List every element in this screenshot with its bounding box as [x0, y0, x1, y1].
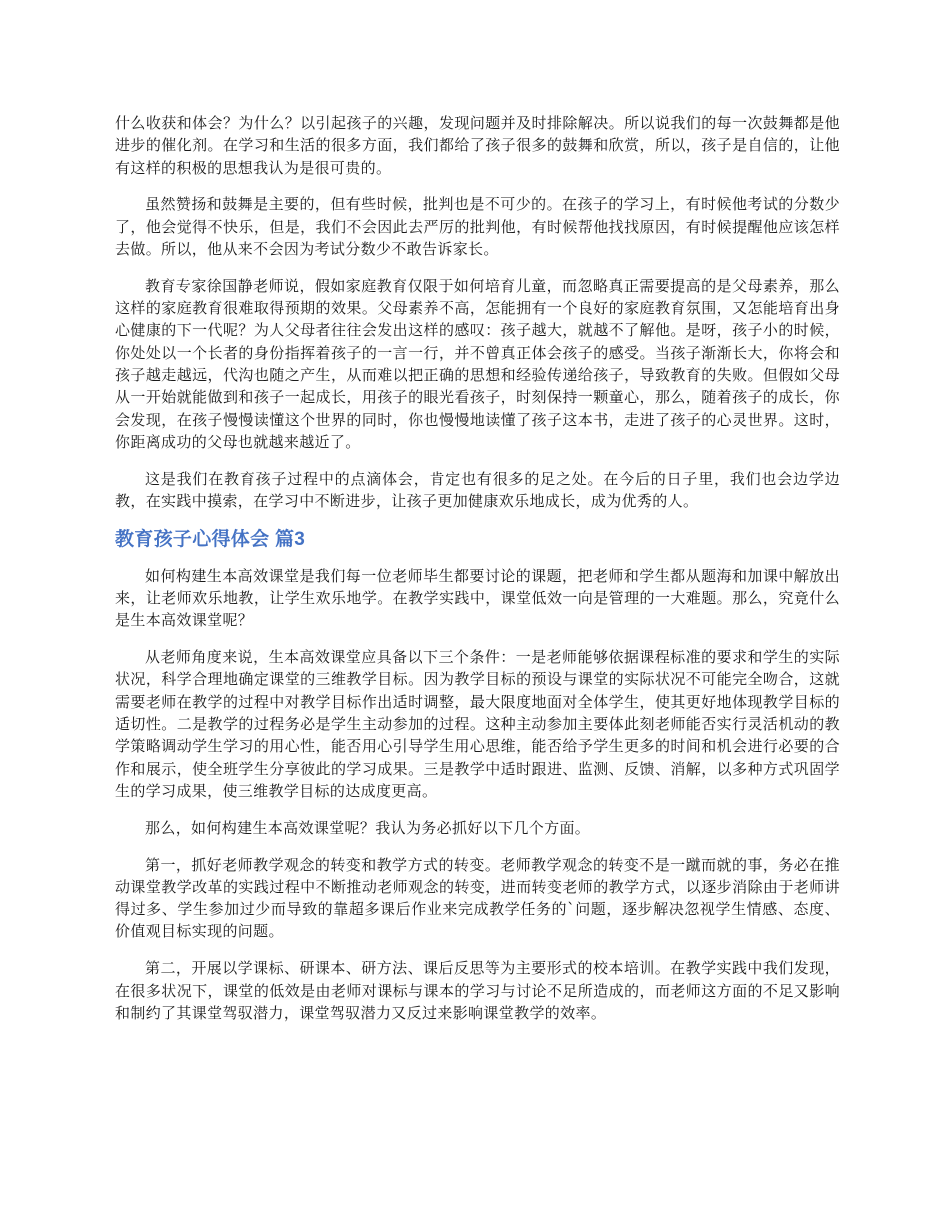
- paragraph-1: 什么收获和体会？为什么？以引起孩子的兴趣，发现问题并及时排除解决。所以说我们的每一次鼓舞都是他进步的催化剂。在学习和生活的很多方面，我们都给了孩子很多的鼓舞和欣赏，所以，孩子是自信的，让他有这样的积极的思想我认为是很可贵的。: [115, 114, 840, 177]
- section-heading: 教育孩子心得体会 篇3: [115, 528, 306, 550]
- paragraph-8: 第一，抓好老师教学观念的转变和教学方式的转变。老师教学观念的转变不是一蹴而就的事，务必在推动课堂教学改革的实践过程中不断推动老师观念的转变，进而转变老师的教学方式，以逐步消除由于老师讲得过多、学生参加过少而导致的靠超多课后作业来完成教学任务的`问题，逐步解决忽视学生情感、态度、价值观目标实现的问题。: [115, 855, 840, 941]
- paragraph-3: 教育专家徐国静老师说，假如家庭教育仅限于如何培育儿童，而忽略真正需要提高的是父母素养，那么这样的家庭教育很难取得预期的效果。父母素养不高，怎能拥有一个良好的家庭教育氛围，又怎能培育出身心健康的下一代呢？为人父母者往往会发出这样的感叹：孩子越大，就越不了解他。是呀，孩子小的时候，你处处以一个长者的身份指挥着孩子的一言一行，并不曾真正体会孩子的感受。当孩子渐渐长大，你将会和孩子越走越远，代沟也随之产生，从而难以把正确的思想和经验传递给孩子，导致教育的失败。但假如父母从一开始就能做到和孩子一起成长，用孩子的眼光看孩子，时刻保持一颗童心，那么，随着孩子的成长，你会发现，在孩子慢慢读懂这个世界的同时，你也慢慢地读懂了孩子这本书，走进了孩子的心灵世界。这时，你距离成功的父母也就越来越近了。: [115, 276, 840, 451]
- paragraph-7: 那么，如何构建生本高效课堂呢？我认为务必抓好以下几个方面。: [145, 818, 591, 837]
- paragraph-6: 从老师角度来说，生本高效课堂应具备以下三个条件：一是老师能够依据课程标准的要求和学生的实际状况，科学合理地确定课堂的三维教学目标。因为教学目标的预设与课堂的实际状况不可能完全吻合，这就需要老师在教学的过程中对教学目标作出适时调整，最大限度地面对全体学生，使其更好地体现教学目标的适切性。二是教学的过程务必是学生主动参加的过程。这种主动参加主要体此刻老师能否实行灵活机动的教学策略调动学生学习的用心性，能否用心引导学生用心思维，能否给予学生更多的时间和机会进行必要的合作和展示，使全班学生分享彼此的学习成果。三是教学中适时跟进、监测、反馈、消解，以多种方式巩固学生的学习成果，使三维教学目标的达成度更高。: [115, 648, 840, 800]
- paragraph-5: 如何构建生本高效课堂是我们每一位老师毕生都要讨论的课题，把老师和学生都从题海和加课中解放出来，让老师欢乐地教，让学生欢乐地学。在教学实践中，课堂低效一向是管理的一大难题。那么，究竟什么是生本高效课堂呢？: [115, 566, 840, 630]
- document-page: [115, 112, 840, 1039]
- paragraph-9: 第二，开展以学课标、研课本、研方法、课后反思等为主要形式的校本培训。在教学实践中我们发现，在很多状况下，课堂的低效是由老师对课标与课本的学习与讨论不足所造成的，而老师这方面的不足又影响和制约了其课堂驾驭潜力，课堂驾驭潜力又反过来影响课堂教学的效率。: [115, 959, 840, 1022]
- paragraph-2: 虽然赞扬和鼓舞是主要的，但有些时候，批判也是不可少的。在孩子的学习上，有时候他考试的分数少了，他会觉得不快乐，但是，我们不会因此去严厉的批判他，有时候帮他找找原因，有时候提醒他应该怎样去做。所以，他从来不会因为考试分数少不敢告诉家长。: [115, 195, 840, 258]
- paragraph-4: 这是我们在教育孩子过程中的点滴体会，肯定也有很多的足之处。在今后的日子里，我们也会边学边教，在实践中摸索，在学习中不断进步，让孩子更加健康欢乐地成长，成为优秀的人。: [115, 469, 840, 510]
